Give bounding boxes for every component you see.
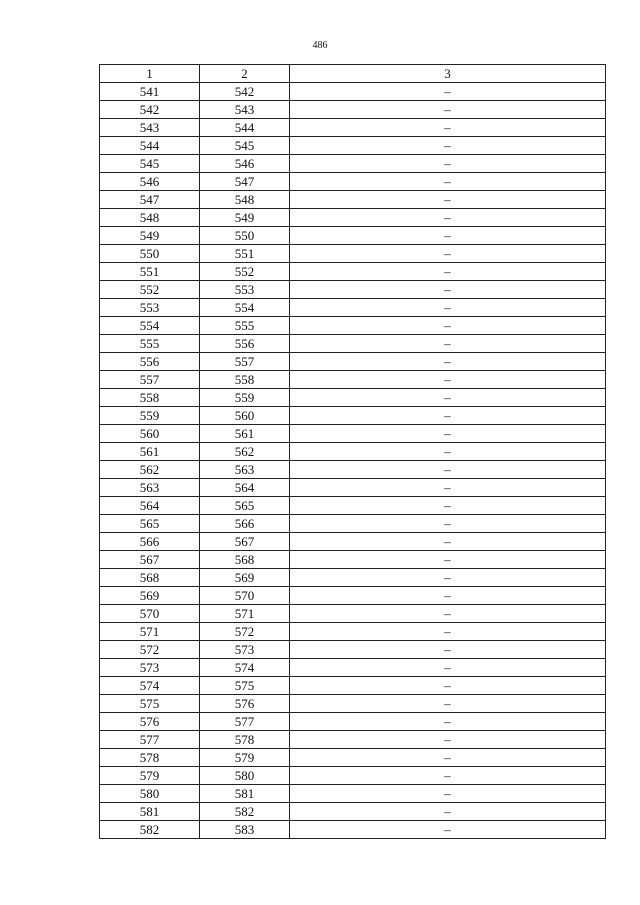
table-cell-col2: 578: [200, 731, 290, 749]
table-cell-col2: 565: [200, 497, 290, 515]
table-row: [100, 443, 606, 461]
table-row: [100, 83, 606, 101]
table-cell-col3: –: [290, 299, 606, 317]
table-cell-col3: –: [290, 767, 606, 785]
table-cell-col1: 566: [100, 533, 200, 551]
table-cell-col1: 565: [100, 515, 200, 533]
table-row: [100, 587, 606, 605]
table-cell-col3: –: [290, 101, 606, 119]
table-cell-col3: –: [290, 785, 606, 803]
table-row: [100, 515, 606, 533]
table-cell-col1: 548: [100, 209, 200, 227]
table-cell-col2: 544: [200, 119, 290, 137]
table-cell-col2: 543: [200, 101, 290, 119]
table-cell-col2: 580: [200, 767, 290, 785]
table-row: [100, 731, 606, 749]
table-cell-col2: 572: [200, 623, 290, 641]
table-cell-col2: 573: [200, 641, 290, 659]
table-row: [100, 533, 606, 551]
table-row: [100, 767, 606, 785]
table-cell-col1: 552: [100, 281, 200, 299]
table-cell-col3: –: [290, 245, 606, 263]
table-cell-col1: 558: [100, 389, 200, 407]
table-cell-col2: 566: [200, 515, 290, 533]
table-cell-col1: 554: [100, 317, 200, 335]
table-row: [100, 389, 606, 407]
table-row: [100, 119, 606, 137]
table-cell-col3: –: [290, 533, 606, 551]
table-cell-col1: 567: [100, 551, 200, 569]
table-cell-col2: 557: [200, 353, 290, 371]
table-cell-col1: 578: [100, 749, 200, 767]
table-cell-col3: –: [290, 443, 606, 461]
table-row: [100, 371, 606, 389]
column-header-3: 3: [290, 65, 606, 83]
table-cell-col1: 557: [100, 371, 200, 389]
table-cell-col1: 564: [100, 497, 200, 515]
table-cell-col2: 564: [200, 479, 290, 497]
table-row: [100, 659, 606, 677]
table-row: [100, 101, 606, 119]
table-row: [100, 695, 606, 713]
table-cell-col1: 571: [100, 623, 200, 641]
table-cell-col3: –: [290, 407, 606, 425]
table-row: [100, 137, 606, 155]
table-cell-col3: –: [290, 173, 606, 191]
column-header-2: 2: [200, 65, 290, 83]
table-row: [100, 299, 606, 317]
table-cell-col3: –: [290, 479, 606, 497]
table-cell-col2: 571: [200, 605, 290, 623]
table-cell-col2: 554: [200, 299, 290, 317]
table-row: [100, 191, 606, 209]
table-cell-col2: 560: [200, 407, 290, 425]
table-cell-col3: –: [290, 587, 606, 605]
table-cell-col1: 572: [100, 641, 200, 659]
table-cell-col2: 582: [200, 803, 290, 821]
table-cell-col2: 555: [200, 317, 290, 335]
table-cell-col3: –: [290, 677, 606, 695]
table-cell-col2: 563: [200, 461, 290, 479]
table-cell-col2: 553: [200, 281, 290, 299]
table-cell-col2: 550: [200, 227, 290, 245]
table-row: [100, 263, 606, 281]
table-row: [100, 461, 606, 479]
table-cell-col3: –: [290, 371, 606, 389]
table-row: [100, 749, 606, 767]
table-cell-col1: 562: [100, 461, 200, 479]
table-cell-col1: 556: [100, 353, 200, 371]
table-header-row: [100, 65, 606, 83]
table-row: [100, 623, 606, 641]
table-cell-col3: –: [290, 731, 606, 749]
table-cell-col3: –: [290, 155, 606, 173]
table-cell-col1: 580: [100, 785, 200, 803]
table-cell-col3: –: [290, 83, 606, 101]
table-cell-col2: 552: [200, 263, 290, 281]
table-cell-col1: 574: [100, 677, 200, 695]
table-cell-col3: –: [290, 425, 606, 443]
table-cell-col3: –: [290, 623, 606, 641]
table-row: [100, 173, 606, 191]
table-cell-col2: 583: [200, 821, 290, 839]
table-row: [100, 209, 606, 227]
table-cell-col1: 543: [100, 119, 200, 137]
table-cell-col3: –: [290, 803, 606, 821]
table-cell-col1: 582: [100, 821, 200, 839]
table-cell-col1: 568: [100, 569, 200, 587]
table-cell-col1: 569: [100, 587, 200, 605]
table-cell-col3: –: [290, 137, 606, 155]
table-cell-col1: 570: [100, 605, 200, 623]
table-cell-col2: 562: [200, 443, 290, 461]
table-cell-col1: 581: [100, 803, 200, 821]
table-cell-col1: 547: [100, 191, 200, 209]
table-cell-col2: 567: [200, 533, 290, 551]
table-cell-col3: –: [290, 281, 606, 299]
table-row: [100, 713, 606, 731]
table-cell-col3: –: [290, 389, 606, 407]
table-row: [100, 785, 606, 803]
table-cell-col1: 553: [100, 299, 200, 317]
table-row: [100, 317, 606, 335]
table-row: [100, 497, 606, 515]
table-cell-col1: 576: [100, 713, 200, 731]
table-row: [100, 335, 606, 353]
table-cell-col1: 555: [100, 335, 200, 353]
table-cell-col1: 560: [100, 425, 200, 443]
table-row: [100, 677, 606, 695]
table-cell-col2: 558: [200, 371, 290, 389]
table-cell-col2: 570: [200, 587, 290, 605]
data-table: [99, 64, 606, 839]
table-cell-col2: 548: [200, 191, 290, 209]
table-row: [100, 641, 606, 659]
table-cell-col2: 577: [200, 713, 290, 731]
table-cell-col2: 581: [200, 785, 290, 803]
table-cell-col2: 551: [200, 245, 290, 263]
table-cell-col3: –: [290, 605, 606, 623]
table-cell-col2: 569: [200, 569, 290, 587]
table-cell-col3: –: [290, 641, 606, 659]
table-cell-col1: 545: [100, 155, 200, 173]
table-row: [100, 425, 606, 443]
table-cell-col2: 545: [200, 137, 290, 155]
table-cell-col3: –: [290, 209, 606, 227]
table-body: [100, 83, 606, 839]
table-row: [100, 245, 606, 263]
table-cell-col3: –: [290, 551, 606, 569]
table-cell-col3: –: [290, 569, 606, 587]
table-cell-col3: –: [290, 353, 606, 371]
table-cell-col2: 549: [200, 209, 290, 227]
table-cell-col1: 575: [100, 695, 200, 713]
table-cell-col2: 546: [200, 155, 290, 173]
page-number: 486: [312, 40, 328, 51]
table-cell-col1: 550: [100, 245, 200, 263]
table-cell-col2: 559: [200, 389, 290, 407]
table-cell-col3: –: [290, 191, 606, 209]
table-cell-col1: 546: [100, 173, 200, 191]
table-cell-col3: –: [290, 749, 606, 767]
table-row: [100, 155, 606, 173]
table-row: [100, 281, 606, 299]
table-cell-col2: 575: [200, 677, 290, 695]
table-cell-col3: –: [290, 335, 606, 353]
table-cell-col2: 542: [200, 83, 290, 101]
table-cell-col1: 563: [100, 479, 200, 497]
table-row: [100, 569, 606, 587]
table-row: [100, 479, 606, 497]
table-cell-col3: –: [290, 227, 606, 245]
table-cell-col2: 556: [200, 335, 290, 353]
table-cell-col3: –: [290, 263, 606, 281]
table-cell-col2: 561: [200, 425, 290, 443]
table-row: [100, 551, 606, 569]
table-cell-col2: 574: [200, 659, 290, 677]
table-cell-col1: 549: [100, 227, 200, 245]
table-cell-col3: –: [290, 497, 606, 515]
table-cell-col1: 541: [100, 83, 200, 101]
table-row: [100, 821, 606, 839]
table-cell-col3: –: [290, 659, 606, 677]
table-cell-col3: –: [290, 713, 606, 731]
column-header-1: 1: [100, 65, 200, 83]
table-cell-col2: 547: [200, 173, 290, 191]
table-cell-col3: –: [290, 119, 606, 137]
table-row: [100, 803, 606, 821]
table-cell-col1: 551: [100, 263, 200, 281]
table-cell-col3: –: [290, 695, 606, 713]
table-cell-col1: 573: [100, 659, 200, 677]
table-cell-col1: 542: [100, 101, 200, 119]
table-cell-col3: –: [290, 461, 606, 479]
table-row: [100, 605, 606, 623]
table-row: [100, 227, 606, 245]
table-cell-col1: 561: [100, 443, 200, 461]
table-row: [100, 407, 606, 425]
table-cell-col1: 544: [100, 137, 200, 155]
table-cell-col3: –: [290, 317, 606, 335]
table-row: [100, 353, 606, 371]
table-cell-col2: 568: [200, 551, 290, 569]
table-cell-col2: 576: [200, 695, 290, 713]
table-cell-col1: 579: [100, 767, 200, 785]
table-cell-col2: 579: [200, 749, 290, 767]
table-cell-col1: 577: [100, 731, 200, 749]
table-cell-col1: 559: [100, 407, 200, 425]
table-cell-col3: –: [290, 515, 606, 533]
table-cell-col3: –: [290, 821, 606, 839]
